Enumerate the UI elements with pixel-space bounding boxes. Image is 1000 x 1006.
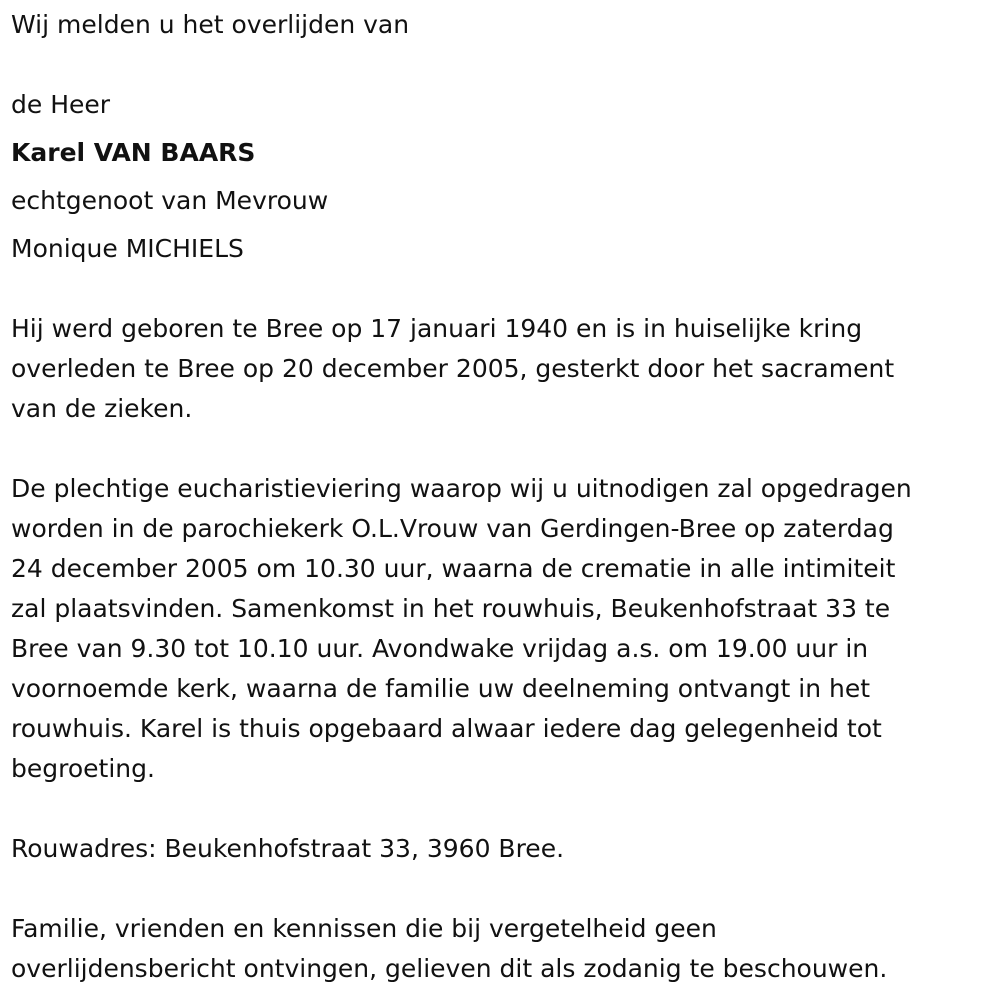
paragraph-line: Familie, vrienden en kennissen die bij vergetelheid geen <box>11 914 717 943</box>
paragraph-line: voornoemde kerk, waarna de familie uw deelneming ontvangt in het <box>11 674 871 703</box>
deceased-name: Karel VAN BAARS <box>11 138 256 167</box>
mourning-address: Rouwadres: Beukenhofstraat 33, 3960 Bree. <box>11 834 565 863</box>
paragraph-line: De plechtige eucharistieviering waarop wij u uitnodigen zal opgedragen <box>11 474 912 503</box>
paragraph-line: rouwhuis. Karel is thuis opgebaard alwaar iedere dag gelegenheid tot <box>11 714 882 743</box>
paragraph-line: van de zieken. <box>11 394 193 423</box>
paragraph-line: zal plaatsvinden. Samenkomst in het rouwhuis, Beukenhofstraat 33 te <box>11 594 891 623</box>
paragraph-line: worden in de parochiekerk O.L.Vrouw van Gerdingen-Bree op zaterdag <box>11 514 894 543</box>
paragraph-line: 24 december 2005 om 10.30 uur, waarna de crematie in alle intimiteit <box>11 554 896 583</box>
paragraph-line: overlijdensbericht ontvingen, gelieven dit als zodanig te beschouwen. <box>11 954 888 983</box>
paragraph-line: Hij werd geboren te Bree op 17 januari 1940 en is in huiselijke kring <box>11 314 863 343</box>
paragraph-line: Bree van 9.30 tot 10.10 uur. Avondwake vrijdag a.s. om 19.00 uur in <box>11 634 869 663</box>
paragraph-line: begroeting. <box>11 754 155 783</box>
paragraph-line: overleden te Bree op 20 december 2005, gesterkt door het sacrament <box>11 354 895 383</box>
spouse-name: Monique MICHIELS <box>11 234 244 263</box>
salutation: de Heer <box>11 90 111 119</box>
intro-text: Wij melden u het overlijden van <box>11 10 410 39</box>
spouse-label: echtgenoot van Mevrouw <box>11 186 329 215</box>
